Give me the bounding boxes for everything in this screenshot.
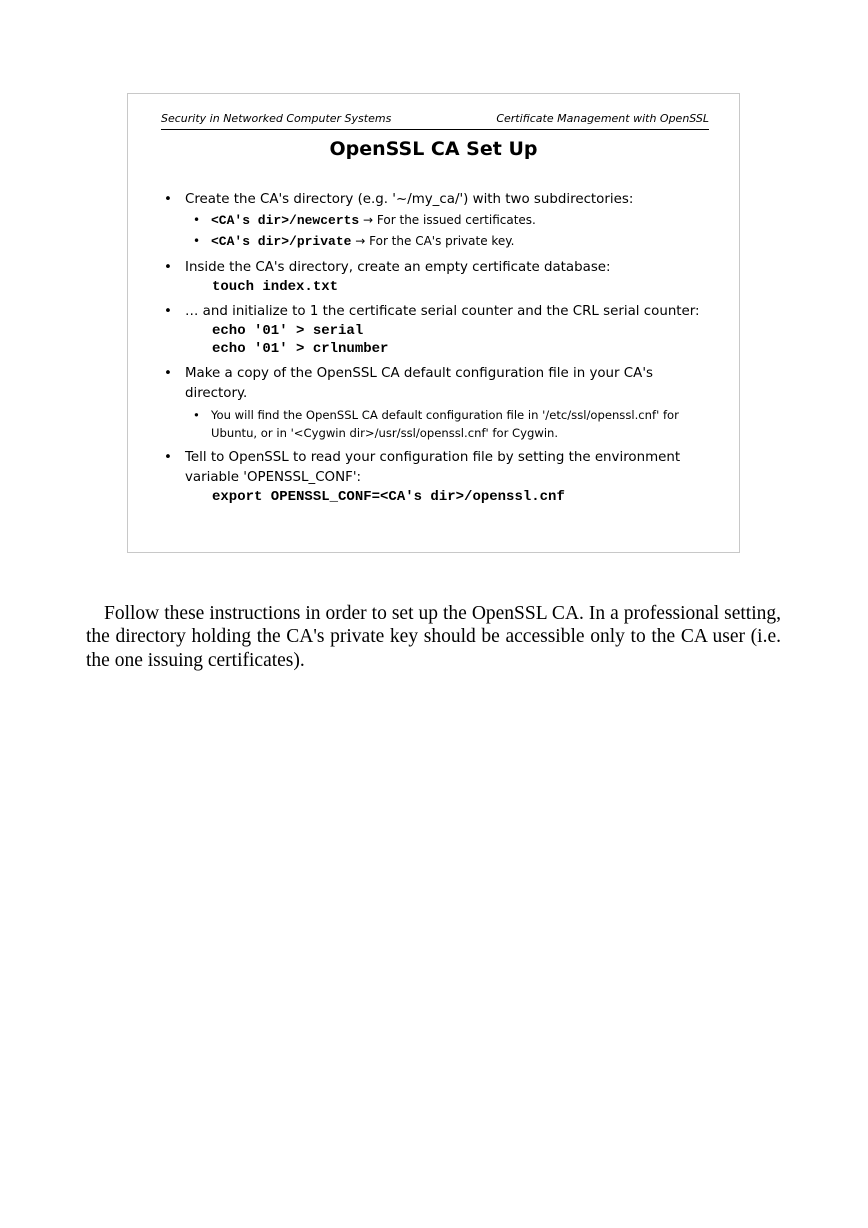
bullet-text: Inside the CA's directory, create an empty certificate database:	[185, 260, 611, 275]
bullet-marker: •	[164, 192, 172, 207]
bullet-copy-config	[164, 364, 709, 442]
sub-bullet-config-location	[185, 406, 709, 442]
code-echo-crlnumber: echo '01' > crlnumber	[212, 341, 389, 357]
bullet-list	[164, 190, 709, 512]
bullet-env-variable	[164, 448, 709, 506]
body-paragraph: Follow these instructions in order to set up the OpenSSL CA. In a professional setting, the directory holding the CA's private key should be accessible only to the CA user (i.e. the one issuing certificates).	[86, 602, 781, 671]
bullet-text: Create the CA's directory (e.g. '~/my_ca/') with two subdirectories:	[185, 192, 634, 207]
sub-bullet-marker: •	[193, 234, 201, 248]
bullet-certificate-database	[164, 258, 709, 296]
bullet-serial-counters	[164, 302, 709, 358]
code-private: <CA's dir>/private	[211, 234, 352, 249]
bullet-marker: •	[164, 366, 172, 381]
slide-header-course: Security in Networked Computer Systems	[161, 112, 392, 125]
sub-bullet-marker: •	[193, 213, 201, 227]
slide-header-topic: Certificate Management with OpenSSL	[496, 112, 709, 125]
sub-bullet-marker: •	[193, 408, 200, 422]
bullet-marker: •	[164, 304, 172, 319]
slide-figure	[127, 93, 740, 553]
sub-bullet-text: You will find the OpenSSL CA default configuration file in '/etc/ssl/openssl.cnf' for Ubuntu, or in '<Cygwin dir>/usr/ssl/openssl.cnf' for Cygwin.	[211, 408, 679, 440]
bullet-create-directory	[164, 190, 709, 252]
sub-bullet-text: → For the CA's private key.	[351, 234, 515, 248]
code-echo-serial: echo '01' > serial	[212, 323, 364, 339]
bullet-text: Make a copy of the OpenSSL CA default configuration file in your CA's directory.	[185, 366, 653, 401]
code-newcerts: <CA's dir>/newcerts	[211, 213, 360, 228]
slide-title: OpenSSL CA Set Up	[329, 138, 538, 160]
slide-header	[161, 112, 709, 130]
bullet-text: … and initialize to 1 the certificate serial counter and the CRL serial counter:	[185, 304, 700, 319]
code-export-openssl-conf: export OPENSSL_CONF=<CA's dir>/openssl.cnf	[212, 489, 565, 505]
bullet-marker: •	[164, 260, 172, 275]
bullet-text: Tell to OpenSSL to read your configuration file by setting the environment variable 'OPENSSL_CONF':	[185, 450, 681, 485]
sub-bullet-private	[185, 231, 709, 252]
bullet-marker: •	[164, 450, 172, 465]
code-touch-index: touch index.txt	[212, 279, 339, 295]
sub-bullet-newcerts	[185, 210, 709, 231]
sub-bullet-text: → For the issued certificates.	[359, 213, 536, 227]
